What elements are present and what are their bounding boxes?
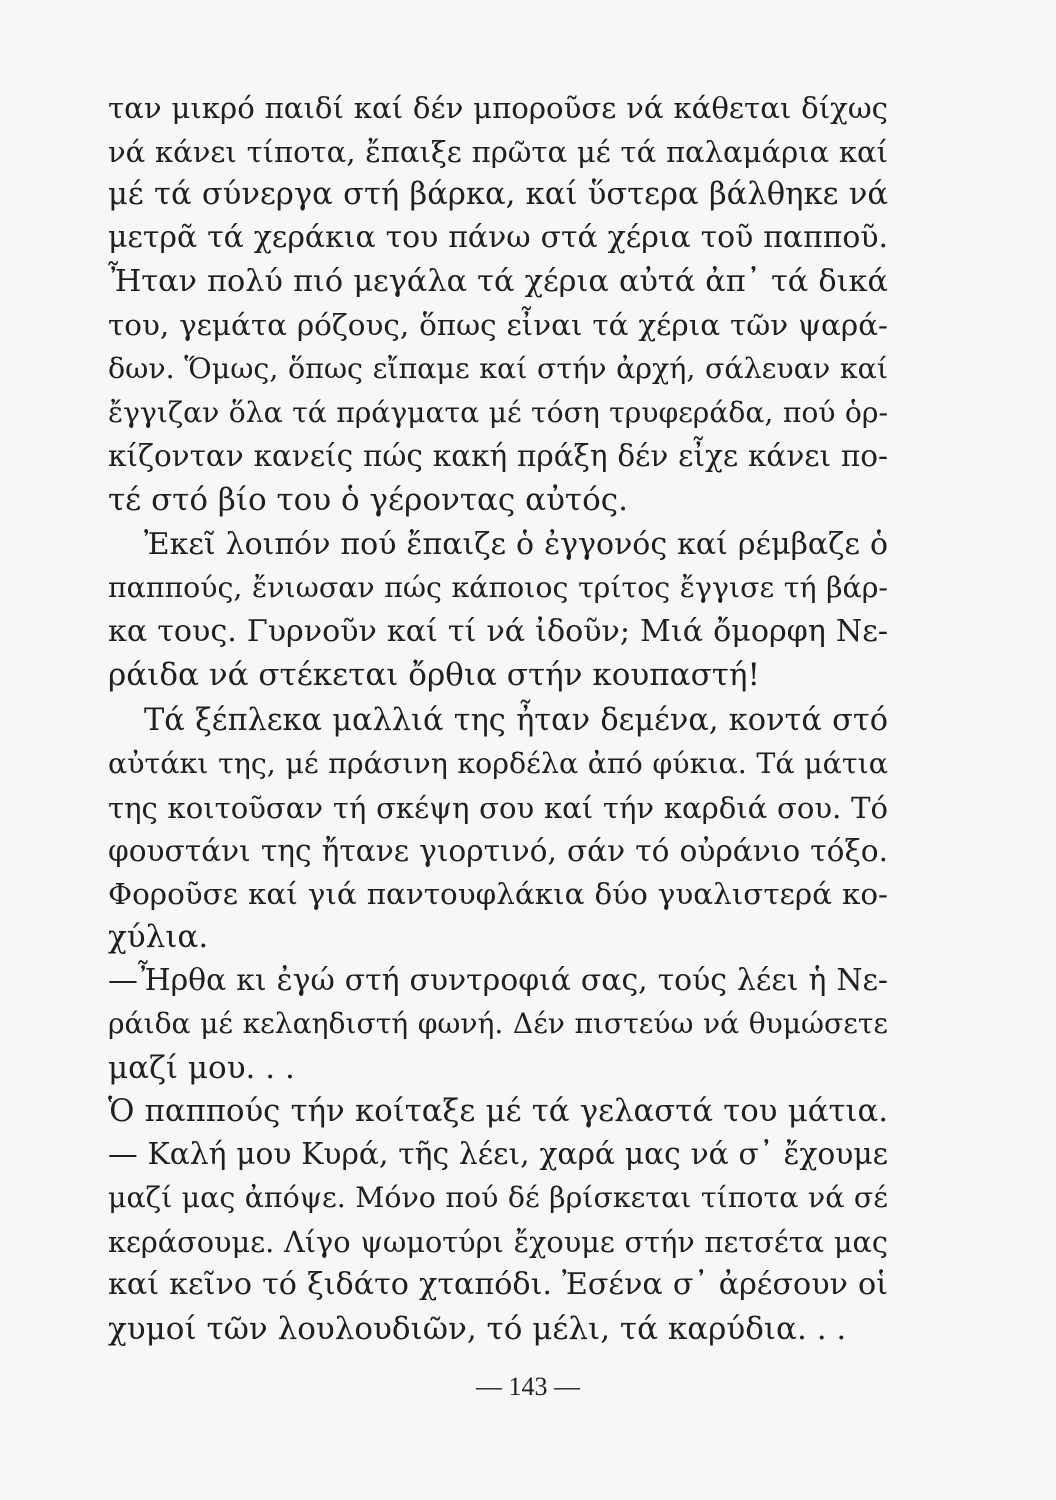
text-line-content: Ἦταν πολύ πιό μεγάλα τά χέρια αὐτά ἀπ᾽ τά δικά (108, 264, 888, 299)
text-line-content: χύλια. (108, 919, 209, 955)
text-line-content: ράιδα νά στέκεται ὄρθια στήν κουπαστή! (108, 657, 760, 693)
text-line (108, 436, 888, 476)
text-line-content: μέ τά σύνεργα στή βάρκα, καί ὕστερα βάλθηκε νά (108, 177, 888, 212)
text-line-content: ράιδα μέ κελαηδιστή φωνή. Δέν πιστεύω νά θυμώσετε (108, 1007, 888, 1040)
text-line-content: μαζί μου. . . (108, 1050, 295, 1086)
text-line-content: αὐτάκι της, μέ πράσινη κορδέλα ἀπό φύκια. Τά μάτια (108, 747, 888, 780)
text-line (108, 1222, 888, 1262)
text-line-content: κεράσουμε. Λίγο ψωμοτύρι ἔχουμε στήν πετσέτα μας (108, 1225, 888, 1259)
text-line (108, 88, 888, 128)
text-line (108, 218, 888, 258)
text-line-content: ἔγγιζαν ὅλα τά πράγματα μέ τόση τρυφεράδα, πού ὁρ- (108, 396, 888, 429)
text-line (108, 480, 888, 520)
text-line-content: τέ στό βίο του ὁ γέροντας αὐτός. (108, 482, 628, 518)
text-line-content: νά κάνει τίποτα, ἔπαιξε πρῶτα μέ τά παλαμάρια καί (108, 135, 888, 169)
text-line-content: καί κεῖνο τό ξιδάτο χταπόδι. Ἐσένα σ᾽ ἀρέσουν οἱ (108, 1267, 888, 1302)
text-line (108, 1265, 888, 1305)
text-line-content: κα τους. Γυρνοῦν καί τί νά ἰδοῦν; Μιά ὄμορφη Νε- (108, 614, 888, 649)
page-number: — 143 — (476, 1372, 580, 1401)
text-line (108, 262, 888, 302)
text-line (108, 349, 888, 389)
text-line (108, 568, 888, 608)
text-line-content: κίζονταν κανείς πώς κακή πράξη δέν εἶχε κάνει πο- (108, 439, 888, 473)
text-line (108, 788, 888, 828)
text-line (108, 831, 888, 871)
text-line-content: Ἐκεῖ λοιπόν πού ἔπαιζε ὁ ἐγγονός καί ρέμβαζε ὁ (144, 527, 888, 562)
text-line (108, 393, 888, 433)
text-line (108, 1048, 888, 1088)
text-line-content: ταν μικρό παιδί καί δέν μποροῦσε νά κάθεται δίχως (108, 91, 888, 125)
text-line (108, 917, 888, 957)
text-line (108, 175, 888, 215)
text-line (108, 612, 888, 652)
text-line-content: της κοιτοῦσαν τή σκέψη σου καί τήν καρδιά σου. Τό (108, 791, 888, 825)
text-line (108, 961, 888, 1001)
text-line (108, 132, 888, 172)
text-line (108, 1004, 888, 1044)
text-line (108, 744, 888, 784)
text-line-content: δων. Ὅμως, ὅπως εἴπαμε καί στήν ἀρχή, σάλευαν καί (108, 352, 888, 385)
text-line (108, 874, 888, 914)
text-line-content: Τά ξέπλεκα μαλλιά της ἦταν δεμένα, κοντά στό (144, 703, 888, 738)
text-line (108, 1309, 888, 1349)
text-line (108, 1178, 888, 1218)
text-line-content: του, γεμάτα ρόζους, ὅπως εἶναι τά χέρια τῶν ψαρά- (108, 308, 888, 342)
text-line-content: χυμοί τῶν λουλουδιῶν, τό μέλι, τά καρύδια. . . (108, 1311, 847, 1347)
text-line (108, 655, 888, 695)
text-line (108, 525, 888, 565)
text-line-content: —Ἦρθα κι ἐγώ στή συντροφιά σας, τούς λέει ἡ Νε- (108, 963, 888, 998)
text-line-content: φουστάνι της ἤτανε γιορτινό, σάν τό οὐράνιο τόξο. (108, 834, 888, 868)
text-line-content: μαζί μας ἀπόψε. Μόνο πού δέ βρίσκεται τίποτα νά σέ (108, 1181, 888, 1214)
text-line-content: Φοροῦσε καί γιά παντουφλάκια δύο γυαλιστερά κο- (108, 877, 888, 911)
text-line-content: — Καλή μου Κυρά, τῆς λέει, χαρά μας νά σ᾽ ἔχουμε (108, 1137, 888, 1172)
text-line-content: παππούς, ἔνιωσαν πώς κάποιος τρίτος ἔγγισε τή βάρ- (108, 571, 888, 604)
text-line (108, 701, 888, 741)
text-line (108, 305, 888, 345)
text-line-content: μετρᾶ τά χεράκια του πάνω στά χέρια τοῦ παπποῦ. (108, 220, 888, 255)
text-line-content: Ὁ παππούς τήν κοίταξε μέ τά γελαστά του μάτια. (108, 1093, 888, 1129)
text-line (108, 1135, 888, 1175)
text-line (108, 1091, 888, 1131)
